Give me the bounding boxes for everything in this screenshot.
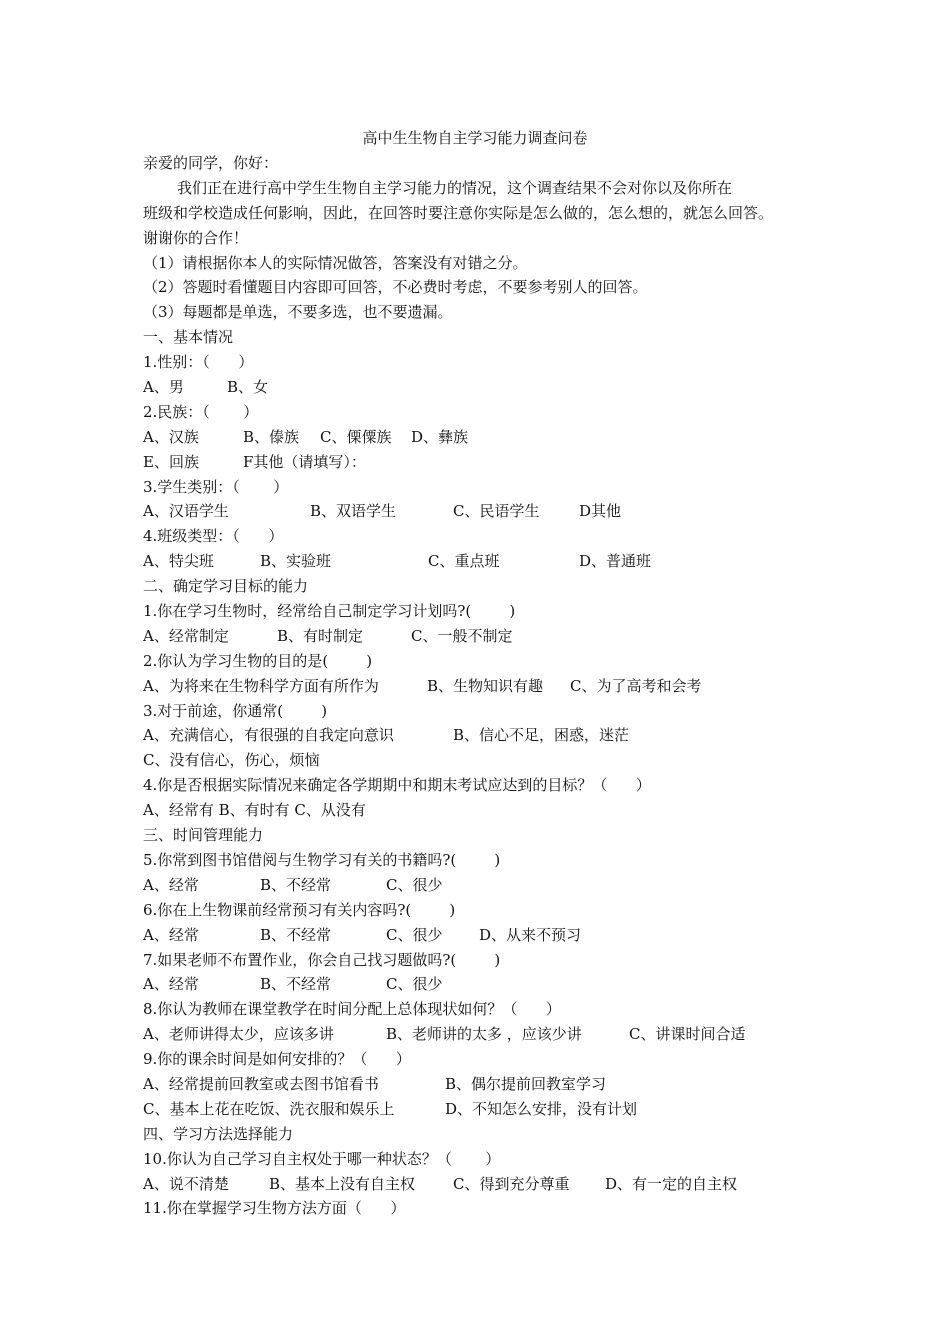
answer-option[interactable]: B、基本上没有自主权 <box>269 1174 416 1193</box>
answer-option[interactable]: A、经常提前回教室或去图书馆看书 <box>143 1074 379 1093</box>
option-row <box>143 425 843 450</box>
option-row <box>143 923 843 948</box>
question-text: 2.民族：（ ） <box>143 402 259 421</box>
answer-option[interactable]: C、很少 <box>386 925 443 944</box>
answer-option[interactable]: D、有一定的自主权 <box>605 1174 738 1193</box>
answer-option[interactable]: C、讲课时间合适 <box>629 1025 746 1044</box>
answer-option[interactable]: A、特尖班 <box>143 552 214 571</box>
question-text: 5.你常到图书馆借阅与生物学习有关的书籍吗?( ) <box>143 850 501 869</box>
option-row <box>143 450 843 475</box>
answer-option[interactable]: A、汉族 <box>143 427 199 446</box>
answer-option[interactable]: D、普通班 <box>579 552 652 571</box>
answer-option[interactable]: C、没有信心，伤心，烦恼 <box>143 751 320 770</box>
answer-option[interactable]: F其他（请填写）： <box>243 452 366 471</box>
answer-option[interactable]: C、一般不制定 <box>411 626 513 645</box>
answer-option[interactable]: A、男 <box>143 378 184 397</box>
answer-option[interactable]: D、不知怎么安排，没有计划 <box>445 1099 638 1118</box>
answer-option[interactable]: B、生物知识有趣 <box>427 676 544 695</box>
answer-option[interactable]: C、得到充分尊重 <box>453 1174 570 1193</box>
answer-option[interactable]: E、回族 <box>143 452 199 471</box>
answer-option[interactable]: A、经常 <box>143 925 199 944</box>
answer-option[interactable]: D其他 <box>579 502 622 521</box>
question-text: 4.你是否根据实际情况来确定各学期期中和期末考试应达到的目标？（ ） <box>143 776 651 795</box>
option-row <box>143 375 843 400</box>
option-row <box>143 624 843 649</box>
answer-option[interactable]: C、很少 <box>386 875 443 894</box>
answer-option[interactable]: B、偶尔提前回教室学习 <box>445 1074 607 1093</box>
question-text: 6.你在上生物课前经常预习有关内容吗?( ) <box>143 900 456 919</box>
option-row <box>143 873 843 898</box>
intro-line: 我们正在进行高中学生生物自主学习能力的情况，这个调查结果不会对你以及你所在 <box>177 178 733 197</box>
answer-option[interactable]: B、有时制定 <box>277 626 364 645</box>
page-title: 高中生生物自主学习能力调查问卷 <box>362 129 588 147</box>
question-text: 10.你认为自己学习自主权处于哪一种状态？（ ） <box>143 1149 501 1168</box>
intro-line: 谢谢你的合作！ <box>143 228 249 247</box>
answer-option[interactable]: C、为了高考和会考 <box>570 676 702 695</box>
instruction-note: （3）每题都是单选，不要多选，也不要遗漏。 <box>143 303 453 322</box>
answer-option[interactable]: B、傣族 <box>243 427 300 446</box>
answer-option[interactable]: A、经常有 B、有时有 C、从没有 <box>143 801 366 820</box>
answer-option[interactable]: B、不经常 <box>260 925 332 944</box>
answer-option[interactable]: B、老师讲的太多 ，应该少讲 <box>386 1025 582 1044</box>
answer-option[interactable]: D、彝族 <box>411 427 469 446</box>
answer-option[interactable]: A、说不清楚 <box>143 1174 229 1193</box>
option-row <box>143 748 843 773</box>
question-text: 1.你在学习生物时，经常给自己制定学习计划吗?( ) <box>143 602 516 621</box>
option-row <box>143 972 843 997</box>
answer-option[interactable]: B、不经常 <box>260 875 332 894</box>
question-text: 2.你认为学习生物的目的是( ) <box>143 651 373 670</box>
option-row <box>143 1022 843 1047</box>
answer-option[interactable]: B、双语学生 <box>310 502 397 521</box>
question-text: 3.学生类别：（ ） <box>143 477 289 496</box>
instruction-note: （1）请根据你本人的实际情况做答，答案没有对错之分。 <box>143 253 528 272</box>
answer-option[interactable]: B、不经常 <box>260 975 332 994</box>
option-row <box>143 499 843 524</box>
option-row <box>143 798 843 823</box>
section-heading: 一、基本情况 <box>143 328 234 347</box>
section-heading: 四、学习方法选择能力 <box>143 1124 294 1143</box>
answer-option[interactable]: A、经常制定 <box>143 626 229 645</box>
option-row <box>143 723 843 748</box>
option-row <box>143 1172 843 1197</box>
intro-line: 班级和学校造成任何影响，因此，在回答时要注意你实际是怎么做的，怎么想的，就怎么回答。 <box>143 203 774 222</box>
option-row <box>143 1072 843 1097</box>
question-text: 7.如果老师不布置作业，你会自己找习题做吗?( ) <box>143 950 501 969</box>
section-heading: 二、确定学习目标的能力 <box>143 577 309 596</box>
question-text: 1.性别：（ ） <box>143 353 254 372</box>
answer-option[interactable]: B、女 <box>227 378 269 397</box>
answer-option[interactable]: D、从来不预习 <box>479 925 582 944</box>
section-heading: 三、时间管理能力 <box>143 826 264 845</box>
answer-option[interactable]: A、充满信心，有很强的自我定向意识 <box>143 726 394 745</box>
question-text: 9.你的课余时间是如何安排的？（ ） <box>143 1050 411 1069</box>
question-text: 4.班级类型：（ ） <box>143 527 284 546</box>
answer-option[interactable]: A、经常 <box>143 875 199 894</box>
option-row <box>143 674 843 699</box>
answer-option[interactable]: A、汉语学生 <box>143 502 229 521</box>
questionnaire-body <box>143 151 843 1221</box>
question-text: 11.你在掌握学习生物方法方面（ ） <box>143 1199 406 1218</box>
greeting: 亲爱的同学，你好： <box>143 154 279 172</box>
answer-option[interactable]: C、很少 <box>386 975 443 994</box>
sections-container <box>143 325 843 1221</box>
answer-option[interactable]: A、为将来在生物科学方面有所作为 <box>143 676 379 695</box>
answer-option[interactable]: C、基本上花在吃饭、洗衣服和娱乐上 <box>143 1099 395 1118</box>
answer-option[interactable]: C、傈僳族 <box>320 427 392 446</box>
instruction-note: （2）答题时看懂题目内容即可回答，不必费时考虑，不要参考别人的回答。 <box>143 278 648 297</box>
option-row <box>143 549 843 574</box>
answer-option[interactable]: C、民语学生 <box>453 502 540 521</box>
question-text: 3.对于前途，你通常( ) <box>143 701 328 720</box>
answer-option[interactable]: A、经常 <box>143 975 199 994</box>
answer-option[interactable]: B、信心不足，困惑，迷茫 <box>453 726 630 745</box>
answer-option[interactable]: B、实验班 <box>260 552 332 571</box>
option-row <box>143 1097 843 1122</box>
answer-option[interactable]: C、重点班 <box>428 552 500 571</box>
question-text: 8.你认为教师在课堂教学在时间分配上总体现状如何？（ ） <box>143 1000 561 1019</box>
answer-option[interactable]: A、老师讲得太少，应该多讲 <box>143 1025 334 1044</box>
